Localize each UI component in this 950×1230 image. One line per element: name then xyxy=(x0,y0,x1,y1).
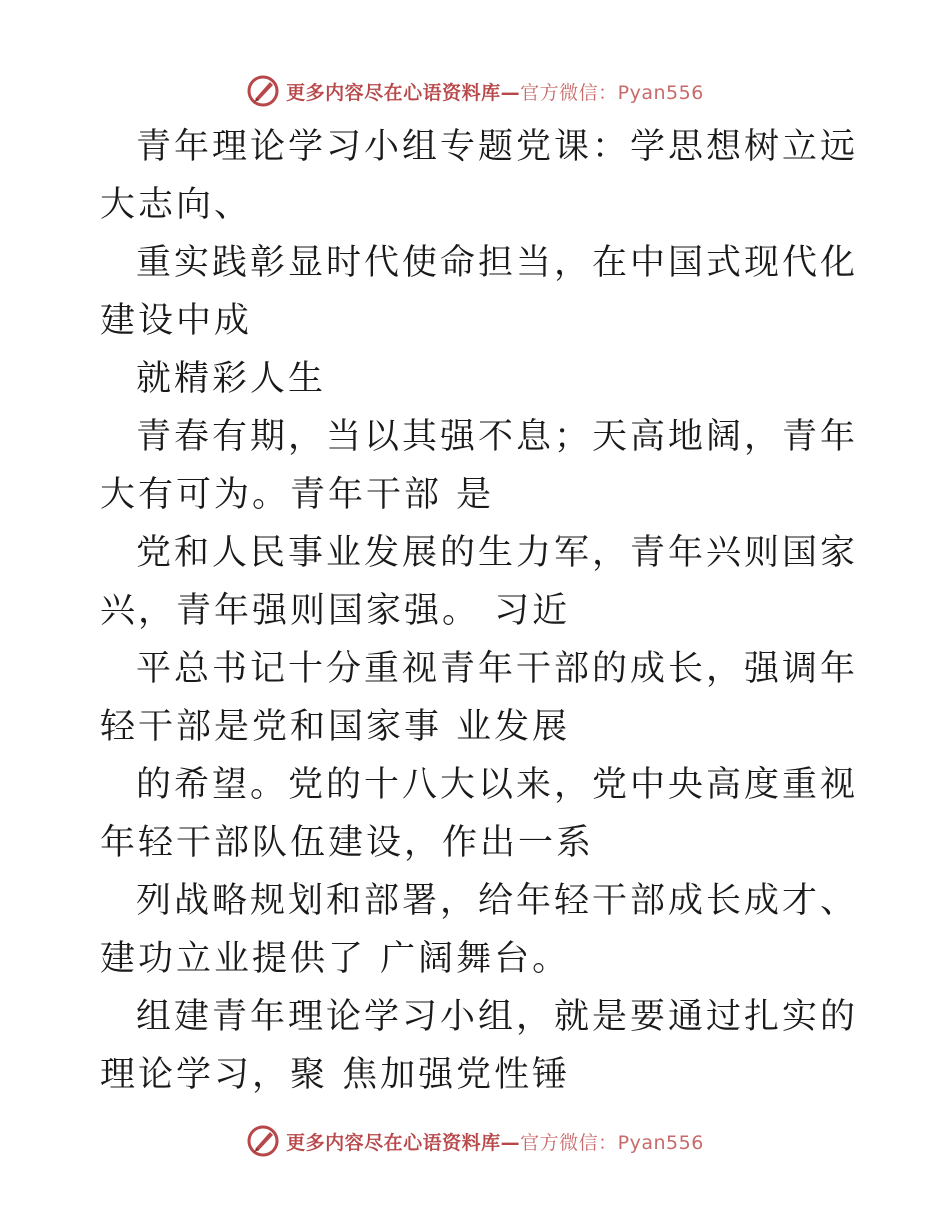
paragraph: 青年理论学习小组专题党课：学思想树立远大志向、 xyxy=(100,127,859,225)
paragraph: 的希望。党的十八大以来，党中央高度重视年轻干部队伍建设，作出一系 xyxy=(100,765,859,863)
paragraph: 平总书记十分重视青年干部的成长，强调年轻干部是党和国家事 业发展 xyxy=(100,649,859,747)
header-watermark xyxy=(0,71,950,111)
paragraph: 就精彩人生 xyxy=(136,359,327,399)
paragraph: 党和人民事业发展的生力军，青年兴则国家兴，青年强则国家强。 习近 xyxy=(100,533,859,631)
watermark-text xyxy=(286,78,704,105)
paragraph: 组建青年理论学习小组，就是要通过扎实的理论学习，聚 焦加强党性锤 xyxy=(100,997,859,1095)
quill-pen-logo-icon xyxy=(246,1124,280,1158)
watermark-dash: — xyxy=(500,1131,521,1154)
paragraph: 青春有期，当以其强不息；天高地阔，青年大有可为。青年干部 是 xyxy=(100,417,859,515)
quill-pen-logo-icon xyxy=(246,74,280,108)
watermark-label: 更多内容尽在心语资料库 xyxy=(286,1131,501,1154)
document-body xyxy=(100,118,860,1104)
watermark-contact: 官方微信：Pyan556 xyxy=(520,1131,704,1154)
watermark-text xyxy=(286,1128,704,1155)
paragraph: 重实践彰显时代使命担当，在中国式现代化建设中成 xyxy=(100,243,859,341)
watermark-contact: 官方微信：Pyan556 xyxy=(520,81,704,104)
watermark-label: 更多内容尽在心语资料库 xyxy=(286,81,501,104)
footer-watermark xyxy=(0,1121,950,1161)
watermark-dash: — xyxy=(500,81,521,104)
paragraph: 列战略规划和部署，给年轻干部成长成才、建功立业提供了 广阔舞台。 xyxy=(100,881,859,979)
